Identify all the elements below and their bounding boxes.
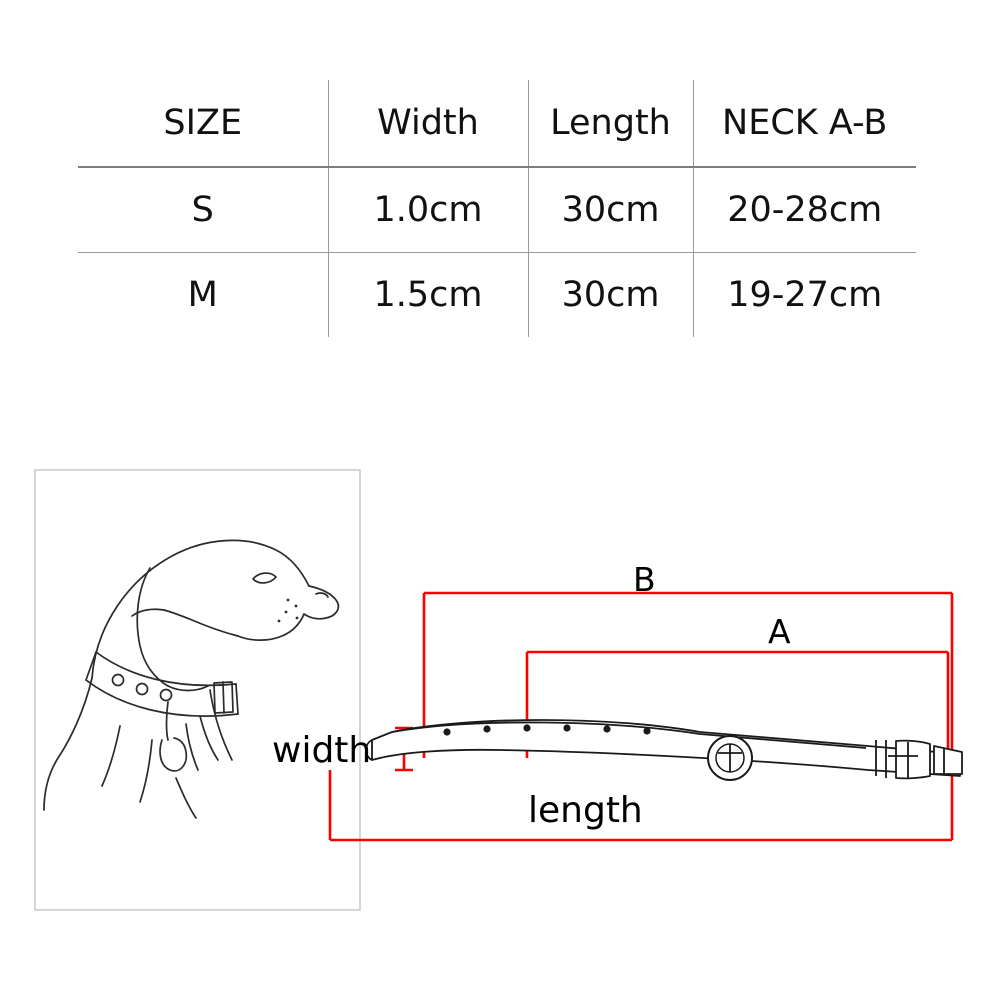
table-row xyxy=(78,253,916,338)
label-length: length xyxy=(528,790,643,831)
collar-measurement-diagram xyxy=(0,440,1000,960)
table-row xyxy=(78,167,916,253)
collar-strap xyxy=(366,720,962,780)
column-header-length: Length xyxy=(528,80,693,167)
cell-size: M xyxy=(78,253,328,338)
dog-illustration xyxy=(35,470,360,910)
size-chart-table xyxy=(78,80,916,337)
label-b: B xyxy=(633,560,656,599)
cell-neck: 19-27cm xyxy=(693,253,916,338)
cell-width: 1.5cm xyxy=(328,253,528,338)
column-header-neck: NECK A-B xyxy=(693,80,916,167)
label-width: width xyxy=(272,730,372,771)
column-header-size: SIZE xyxy=(78,80,328,167)
cell-length: 30cm xyxy=(528,253,693,338)
table-header-row xyxy=(78,80,916,167)
cell-neck: 20-28cm xyxy=(693,167,916,253)
cell-width: 1.0cm xyxy=(328,167,528,253)
diagram-svg xyxy=(0,440,1000,960)
label-a: A xyxy=(768,612,791,651)
column-header-width: Width xyxy=(328,80,528,167)
cell-size: S xyxy=(78,167,328,253)
cell-length: 30cm xyxy=(528,167,693,253)
